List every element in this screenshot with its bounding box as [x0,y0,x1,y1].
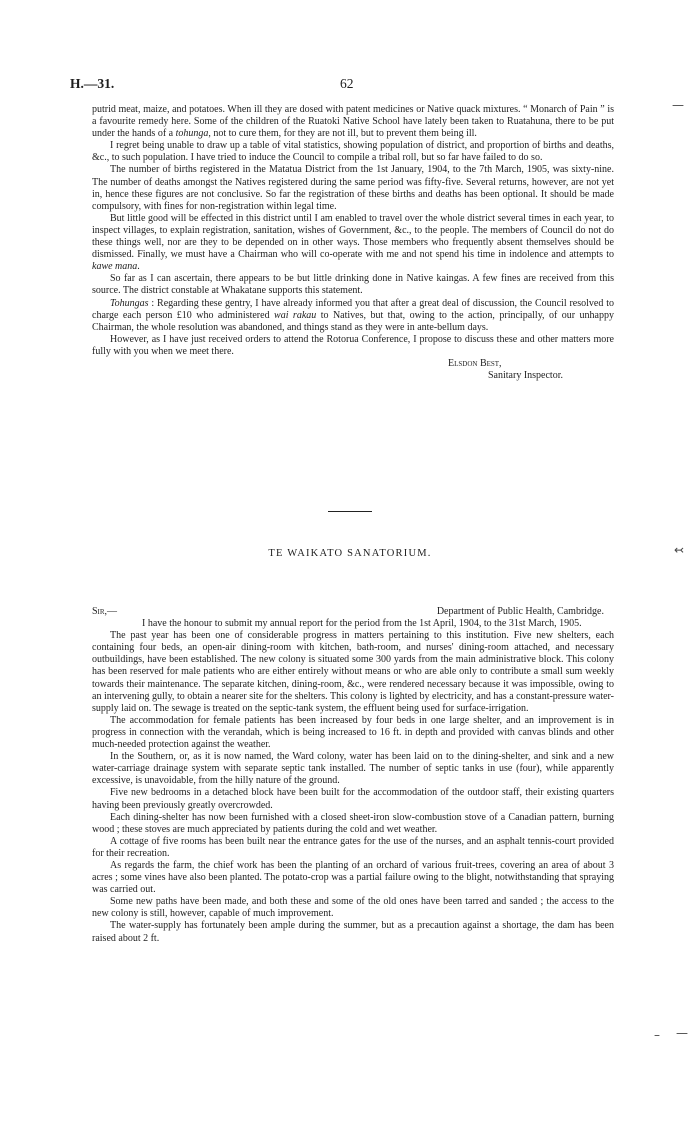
report-paragraph: The number of births registered in the Matatua District from the 1st January, 1904, to the 7th March, 1905, was sixty-nine. The number of deaths amongst the Natives registered during the same period was fifty-five. Several returns, however, are not yet in, hence these figures are not conclusive. So far the registration of these births and deaths has been optional. It should be made compulsory, with fines for non-registration within legal time. [92,164,614,212]
paragraph-text-b: to Natives, but that, owing to the action, principally, of our unhappy Chairman, the whole resolution was abandoned, and things stand as they were in ante-bellum days. [92,309,614,333]
letter-paragraph: As regards the farm, the chief work has been the planting of an orchard of various fruit-trees, covering an area of about 3 acres ; some vines have also been planted. The potato-crop was a partial failure owing to the blight, notwithstanding that spraying was carried out. [92,859,614,896]
letter-paragraph: I have the honour to submit my annual report for the period from the 1st April, 1904, to the 31st March, 1905. [142,618,582,630]
paragraph-text-a: But little good will be effected in this district until I am enabled to travel over the whole district several times in each year, to inspect villages, to explain registration, sanitation, wishes of Government, &c., to the people. The members of Council do not do these things well, nor are they to be depended on in other ways. Those members who frequently absent themselves should be dismissed. Finally, we must have a Chairman who will co-operate with me and not spend his time in indolence and attempts to [92,212,614,261]
page-header [70,76,630,94]
letter-paragraph: A cottage of five rooms has been built near the entrance gates for the use of the nurses, and an asphalt tennis-court provided for their recreation. [92,835,614,859]
salutation: Sir,— [92,606,118,617]
margin-dash-mark: — [672,98,684,112]
page-number: 62 [340,76,354,91]
signature-name: Elsdon Best, [448,357,502,369]
letter-paragraph: Five new bedrooms in a detached block have been built for the accommodation of the outdoor staff, their existing quarters having been previously greatly overcrowded. [92,787,614,811]
italic-term-wai-rakau: wai rakau [274,309,317,321]
margin-dash-mark: — [676,1026,688,1040]
margin-dash-mark: – [654,1028,660,1042]
italic-term-tohunga: tohunga [175,128,209,140]
letter-paragraph: The accommodation for female patients has been increased by four beds in one large shelter, and an improvement is in progress in connection with the verandah, which is being increased to 16 ft. in depth and provided with canvas blinds and other much-needed protection against the weather. [92,714,614,751]
signature-block [92,358,614,382]
letter-paragraph: In the Southern, or, as it is now named, the Ward colony, water has been laid on to the dining-shelter, and sink and a new water-carriage drainage system with separate septic tank installed. The number of septic tanks in use (four), while apparently excessive, is unavoidable, from the hilly nature of the ground. [92,751,614,787]
inspector-report-section [92,104,614,382]
letter-paragraph: The past year has been one of considerable progress in matters pertaining to this institution. Five new shelters, each containing four beds, an open-air dining-room with kitchen, bath-room, and nurses' dining-room attached, and necessary outbuildings, have been established. The new colony is situated some 300 yards from the main administrative block. This colony has been reserved for male patients who are either entirely without means or who are able only to contribute a small sum weekly towards their maintenance. The separate kitchen, dining-room, &c., were rendered necessary because it was impossible, owing to an intervening gully, to obtain a nearer site for the shelters. This colony is lighted by electricity, and has a constant-pressure water-supply laid on. The sewage is treated on the septic-tank system, the effluent being used for surface-irrigation. [92,630,614,714]
signature-title: Sanitary Inspector. [488,370,563,382]
italic-term-tohungas: Tohungas [110,297,149,309]
report-paragraph: So far as I can ascertain, there appears to be but little drinking done in Native kaingas. A few fines are received from this source. The district constable at Whakatane supports this statement. [92,273,614,297]
report-paragraph [92,213,614,273]
report-paragraph: However, as I have just received orders to attend the Rotorua Conference, I propose to discuss these and other matters more fully with you when we meet there. [92,333,614,357]
paragraph-text-a: putrid meat, maize, and potatoes. When ill they are dosed with patent medicines or Native quack mixtures. “ Monarch of Pain ” is a favourite remedy here. Some of the children of the Ruatoki Native School have lately been taken to Ruatahuna, there to be put under the hands of a [92,104,614,140]
sanatorium-letter [92,606,614,945]
paragraph-text-b: , not to cure them, for they are not ill, but to prevent them being ill. [208,128,477,140]
margin-arrow-mark: ↢ [674,543,685,557]
italic-term-kawe-mana: kawe mana [92,261,138,273]
letter-paragraph: The water-supply has fortunately been ample during the summer, but as a precaution against a shortage, the dam has been raised about 2 ft. [92,920,614,944]
section-heading: TE WAIKATO SANATORIUM. [268,548,432,559]
report-paragraph: I regret being unable to draw up a table of vital statistics, showing population of district, and proportion of births and deaths, &c., to such population. I have tried to induce the Council to compile a tribal roll, but so far have failed to do so. [92,140,614,164]
paragraph-text-a: : Regarding these gentry, I have already informed you that after a great deal of discussion, the Council resolved to charge each person £10 who administered [92,297,614,321]
letter-address: Department of Public Health, Cambridge. [436,606,604,617]
letter-paragraph: Each dining-shelter has now been furnished with a closed sheet-iron slow-combustion stove of a Canadian pattern, burning wood ; these stoves are much appreciated by patients during the cold and wet weather. [92,811,614,835]
paragraph-text-b: . [137,261,140,273]
report-paragraph [92,104,614,140]
letter-salutation-line [92,606,614,618]
letter-paragraph: Some new paths have been made, and both these and some of the old ones have been tarred and sanded ; the access to the new colony is still, however, capable of much improvement. [92,896,614,920]
report-paragraph [92,298,614,334]
document-reference: H.—31. [70,76,115,91]
section-divider [328,511,372,512]
